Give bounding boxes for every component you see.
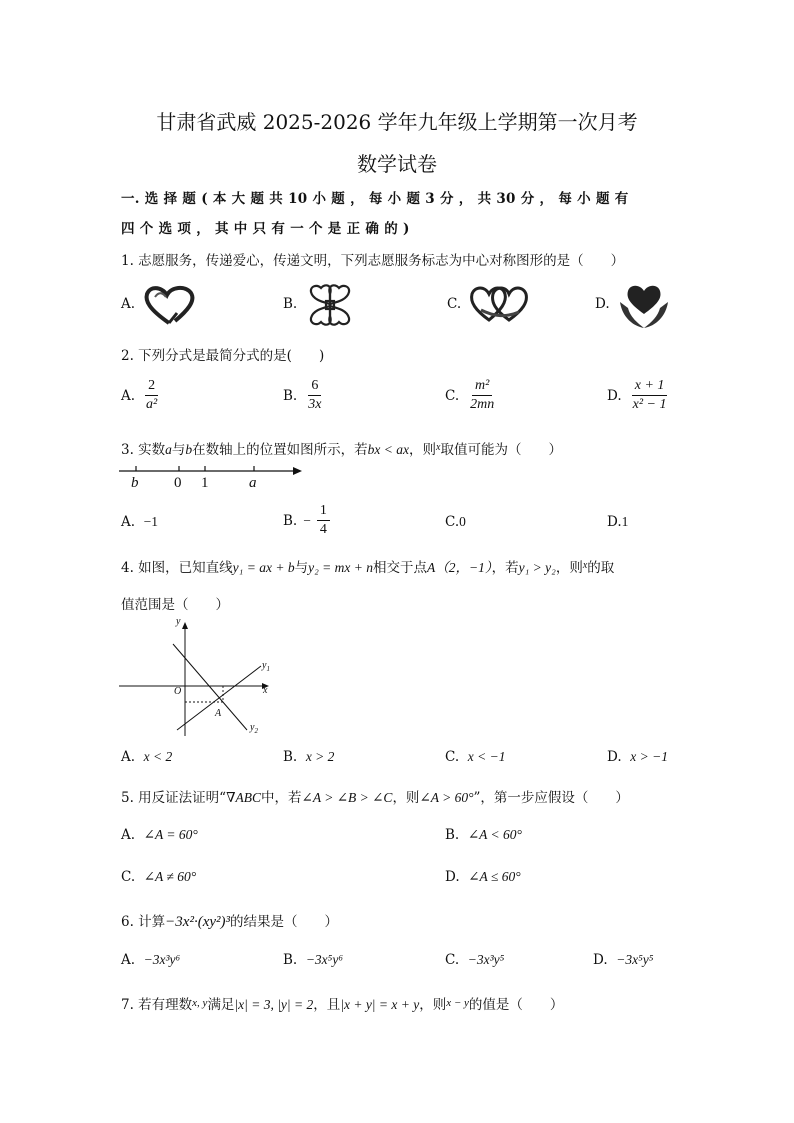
q3-option-b (283, 503, 330, 538)
option-label: B. (283, 749, 298, 765)
q3-var-a: a (165, 442, 172, 457)
number-line-label-b: b (131, 475, 139, 491)
q4-equation-1: y₁ = ax + b (232, 560, 295, 575)
option-label: C. (445, 749, 460, 765)
clover-icon (303, 282, 357, 330)
q5-triangle: ∇ABC (226, 790, 262, 805)
question-7-stem (121, 993, 563, 1013)
graph-y1-letter: y (262, 660, 267, 671)
option-value: ∠A ≤ 60° (468, 869, 521, 884)
fraction (467, 378, 497, 413)
q4-equation-2: y₂ = mx + n (308, 560, 373, 575)
q6-option-c (445, 952, 504, 968)
q5-text: 5. 用反证法证明“ (121, 790, 227, 806)
q7-text: ，则 (419, 997, 447, 1013)
q7-text: 满足 (207, 997, 235, 1013)
q5-text: ，则 (392, 790, 420, 806)
question-6-stem (121, 910, 338, 931)
fraction-numerator: m² (472, 378, 492, 396)
q2-option-c (445, 378, 497, 413)
q3-var-b: b (185, 442, 193, 457)
question-5-stem (121, 786, 629, 806)
q7-text: 7. 若有理数 (121, 997, 193, 1013)
q4-option-a (121, 749, 172, 765)
q7-text: 的值是（ ） (468, 997, 564, 1013)
q2-option-d-label: D. (607, 387, 622, 404)
page-subtitle: 数学试卷 (357, 152, 437, 176)
option-label: D. (607, 749, 622, 765)
fraction-numerator: 2 (145, 378, 158, 396)
interlocked-hearts-icon (467, 282, 531, 330)
option-value: −1 (143, 514, 159, 529)
q4-text: ，若 (491, 560, 519, 576)
fraction-numerator: 1 (317, 503, 330, 521)
section-heading-line1: 一. 选 择 题 ( 本 大 题 共 10 小 题 ， 每 小 题 3 分 ， 共 30 分 ， 每 小 题 有 (121, 191, 629, 207)
q4-option-d (607, 749, 668, 765)
number-line (119, 463, 304, 493)
q3-option-d (607, 514, 628, 530)
heart-ribbon-icon (141, 283, 197, 329)
q4-text: 的取 (587, 560, 615, 576)
q3-var-x: x (436, 442, 441, 453)
q1-option-c-label: C. (447, 296, 462, 312)
q7-variables: x, y (192, 997, 208, 1009)
q1-option-a-label: A. (121, 296, 136, 312)
q2-option-a-label: A. (121, 387, 136, 404)
fraction-denominator: x² − 1 (632, 397, 667, 412)
question-2-stem: 2. 下列分式是最简分式的是( ) (121, 348, 325, 364)
option-label: B. (445, 827, 460, 843)
q4-text: 相交于点 (372, 560, 427, 576)
q3-text: 3. 实数 (121, 442, 166, 458)
question-4-stem-line2: 值范围是（ ） (121, 597, 229, 613)
q3-text: 与 (171, 442, 186, 458)
page-title: 甘肃省武威 2025-2026 学年九年级上学期第一次月考 (156, 110, 638, 134)
option-value: ∠A < 60° (467, 827, 522, 842)
section-heading-line2: 四 个 选 项 ， 其 中 只 有 一 个 是 正 确 的 ) (121, 221, 410, 237)
q2-option-b (283, 378, 324, 413)
q2-option-a (121, 378, 160, 413)
number-line-label-a: a (249, 475, 257, 491)
option-value: ∠A ≠ 60° (143, 869, 197, 884)
q4-option-c (445, 749, 505, 765)
q5-text: 中，若 (261, 790, 302, 806)
q3-text: 在数轴上的位置如图所示，若 (192, 442, 368, 458)
fraction (143, 378, 160, 413)
option-value-sign: − (303, 512, 311, 528)
question-1-stem: 1. 志愿服务，传递爱心，传递文明，下列志愿服务标志为中心对称图形的是（ ） (121, 253, 625, 269)
q7-text: ，且 (313, 997, 341, 1013)
number-line-label-1: 1 (201, 475, 209, 491)
option-label: B. (283, 952, 298, 968)
q6-text: 的结果是（ ） (230, 914, 338, 930)
hands-heart-icon (616, 280, 672, 332)
fraction-denominator: 2mn (470, 397, 495, 412)
q4-text: ，则 (555, 560, 583, 576)
option-label: A. (121, 749, 136, 765)
option-value: x > −1 (630, 749, 668, 764)
q1-option-b-label: B. (283, 296, 298, 312)
option-value: −3x³y⁵ (467, 952, 505, 967)
option-label: C. (445, 952, 460, 968)
option-value: 1 (621, 514, 629, 529)
option-value: ∠A = 60° (143, 827, 198, 842)
q6-option-d (593, 952, 653, 968)
option-value: 0 (459, 514, 466, 529)
option-label: A. (121, 827, 136, 843)
graph-x-label: x (263, 685, 268, 696)
option-value: x < 2 (143, 749, 173, 764)
graph-y2-letter: y (250, 722, 255, 733)
q4-text: 4. 如图，已知直线 (121, 560, 233, 576)
option-label: D. (593, 952, 608, 968)
q7-condition-2: |x + y| = x + y (340, 997, 420, 1012)
q6-text: 6. 计算 (121, 914, 166, 930)
q4-option-b (283, 749, 334, 765)
fraction-numerator: x + 1 (632, 378, 668, 396)
option-value: −3x³y⁶ (143, 952, 181, 967)
option-label: A. (121, 952, 136, 968)
q4-condition: y₁ > y₂ (518, 560, 556, 575)
question-4-stem (121, 556, 614, 576)
graph-y2-label (250, 722, 258, 735)
option-value: x < −1 (467, 749, 506, 764)
q5-inequality: ∠A > ∠B > ∠C (301, 790, 393, 805)
fraction (317, 503, 330, 538)
q7-target: x − y (446, 997, 469, 1009)
graph-y-label: y (176, 616, 181, 627)
graph-y1-label (262, 660, 270, 673)
option-label: C. (121, 869, 136, 885)
option-value: −3x⁵y⁶ (305, 952, 344, 967)
q2-option-b-label: B. (283, 387, 298, 404)
option-label: D. (445, 869, 460, 885)
q6-option-b (283, 952, 343, 968)
q4-var-x: x (582, 560, 588, 571)
option-label: A. (121, 514, 136, 530)
q5-option-b (445, 827, 522, 843)
graph-origin-label: O (174, 686, 182, 697)
q2-option-c-label: C. (445, 387, 460, 404)
q4-point: A（2，−1） (426, 560, 492, 575)
q5-option-c (121, 869, 196, 885)
q5-option-d (445, 869, 521, 885)
fraction (305, 378, 324, 413)
q6-expression: −3x²·(xy²)³ (165, 914, 230, 930)
q4-text: 与 (294, 560, 309, 576)
fraction-denominator: 4 (319, 522, 327, 537)
q5-option-a (121, 827, 198, 843)
option-value: x > 2 (305, 749, 335, 764)
option-label: C. (445, 514, 460, 530)
q3-text: 取值可能为（ ） (440, 442, 562, 458)
fraction (630, 378, 670, 413)
question-3-stem (121, 438, 562, 458)
q3-text: ，则 (409, 442, 437, 458)
option-label: B. (283, 512, 298, 529)
fraction-numerator: 6 (308, 378, 321, 396)
graph-y2-subscript: 2 (254, 727, 258, 735)
q1-option-d-label: D. (595, 296, 610, 312)
q5-conclusion: ∠A > 60° (419, 790, 474, 805)
q5-text: ”，第一步应假设（ ） (473, 790, 629, 806)
option-value: −3x⁵y⁵ (616, 952, 654, 967)
q3-inequality: bx < ax (367, 442, 410, 457)
q3-option-a (121, 514, 158, 530)
option-label: D. (607, 514, 622, 530)
fraction-denominator: 3x (308, 397, 322, 412)
fraction-denominator: a² (146, 397, 158, 412)
number-line-label-0: 0 (174, 475, 182, 491)
q2-option-d (607, 378, 670, 413)
graph-y1-subscript: 1 (266, 665, 270, 673)
q3-option-c (445, 514, 466, 530)
q6-option-a (121, 952, 180, 968)
q7-condition-1: |x| = 3, |y| = 2 (234, 997, 314, 1012)
graph-point-a-label: A (215, 708, 222, 719)
